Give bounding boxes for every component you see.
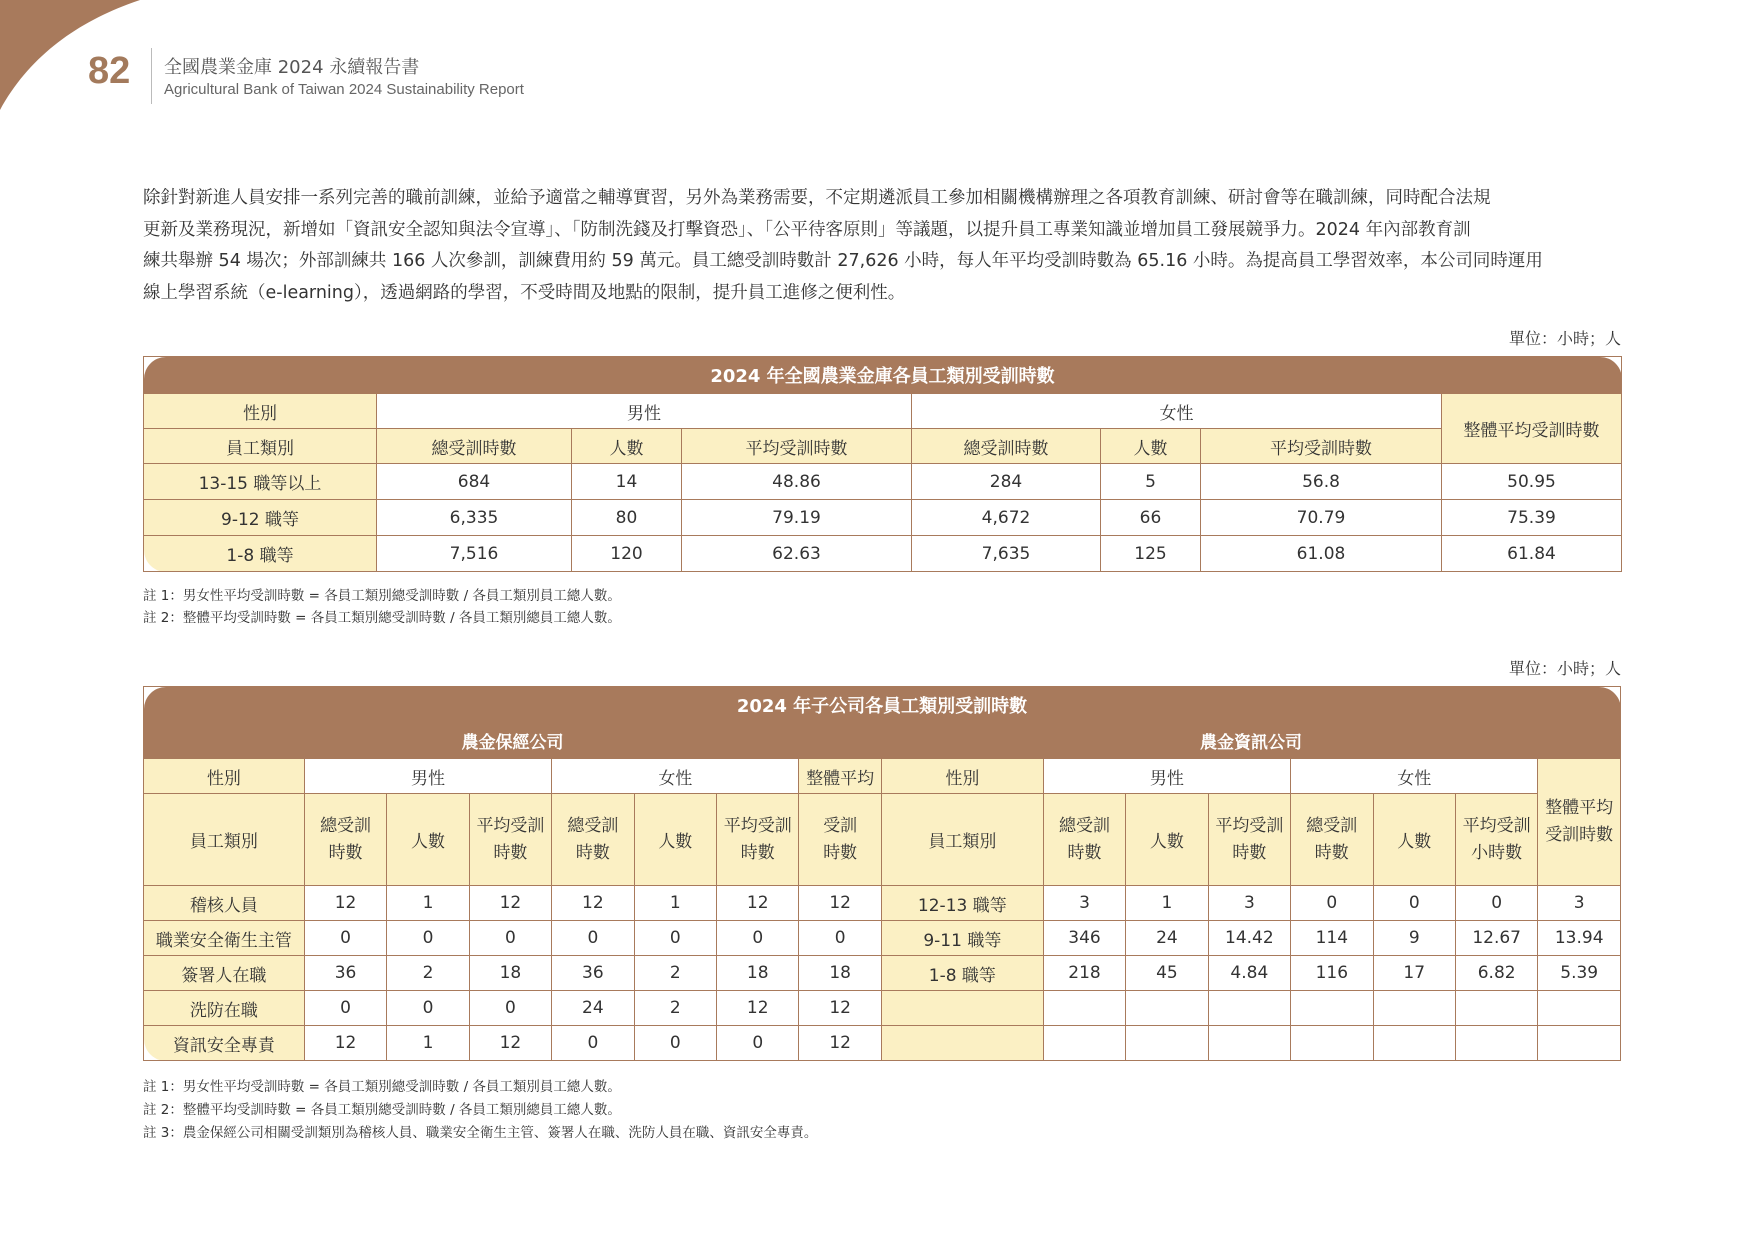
header-line: 整體平均	[1545, 798, 1614, 818]
cell: 3	[1043, 886, 1125, 921]
row-label: 13-15 職等以上	[144, 464, 377, 500]
cell: 12	[717, 991, 799, 1026]
cell: 0	[1455, 886, 1537, 921]
it-male-count-header: 人數	[1126, 794, 1208, 886]
intro-paragraph	[143, 183, 1623, 309]
row-label: 資訊安全專責	[144, 1026, 305, 1061]
cell: 61.08	[1201, 536, 1442, 572]
it-female-count-header: 人數	[1373, 794, 1455, 886]
cell: 6,335	[377, 500, 572, 536]
t1-male-count-header: 人數	[572, 429, 682, 464]
cell: 45	[1126, 956, 1208, 991]
header-line: 平均受訓	[1215, 815, 1284, 836]
cell: 80	[572, 500, 682, 536]
cell	[1043, 991, 1125, 1026]
it-gender-header: 性別	[881, 759, 1043, 794]
header-line: 平均受訓	[1462, 815, 1531, 836]
t1-overall-header: 整體平均受訓時數	[1442, 394, 1622, 464]
cell: 24	[552, 991, 634, 1026]
table1	[143, 356, 1621, 572]
table1-note-1: 註 1：男女性平均受訓時數 = 各員工類別總受訓時數 / 各員工類別員工總人數。	[143, 588, 621, 604]
cell: 4,672	[912, 500, 1101, 536]
table-row	[144, 886, 1621, 921]
table2-note-2: 註 2：整體平均受訓時數 = 各員工類別總受訓時數 / 各員工類別總員工總人數。	[143, 1102, 621, 1118]
table-row	[144, 1026, 1621, 1061]
it-company-header: 農金資訊公司	[881, 723, 1620, 759]
cell	[1043, 1026, 1125, 1061]
it-category-header: 員工類別	[881, 794, 1043, 886]
header-line: 受訓時數	[1545, 825, 1614, 845]
cell: 5.39	[1538, 956, 1621, 991]
row-label: 1-8 職等	[881, 956, 1043, 991]
row-label: 1-8 職等	[144, 536, 377, 572]
table-row	[144, 464, 1622, 500]
cell: 3	[1208, 886, 1290, 921]
ins-male-total-header	[304, 794, 386, 886]
cell	[1126, 991, 1208, 1026]
cell: 0	[469, 991, 551, 1026]
cell: 684	[377, 464, 572, 500]
ins-overall-header-2	[799, 794, 881, 886]
cell: 218	[1043, 956, 1125, 991]
cell	[1373, 991, 1455, 1026]
cell	[1373, 1026, 1455, 1061]
cell: 1	[387, 886, 469, 921]
header-line: 小時數	[1471, 842, 1523, 863]
cell: 114	[1291, 921, 1373, 956]
header-line: 時數	[1232, 842, 1267, 863]
row-label	[881, 991, 1043, 1026]
report-title-en: Agricultural Bank of Taiwan 2024 Sustainability Report	[164, 81, 524, 98]
cell: 24	[1126, 921, 1208, 956]
cell: 12	[799, 886, 881, 921]
header-line: 總受訓	[320, 815, 372, 836]
cell: 116	[1291, 956, 1373, 991]
header-line: 總受訓	[1306, 815, 1358, 836]
table2-unit: 單位：小時；人	[1508, 659, 1621, 678]
cell: 120	[572, 536, 682, 572]
header-line: 時數	[575, 842, 610, 863]
table2-note-1: 註 1：男女性平均受訓時數 = 各員工類別總受訓時數 / 各員工類別員工總人數。	[143, 1079, 621, 1095]
t1-gender-header: 性別	[144, 394, 377, 429]
ins-female-count-header: 人數	[634, 794, 716, 886]
cell	[1455, 991, 1537, 1026]
table-row	[144, 991, 1621, 1026]
header-line: 總受訓	[1058, 815, 1110, 836]
cell: 346	[1043, 921, 1125, 956]
ins-male-header: 男性	[304, 759, 551, 794]
cell: 2	[634, 956, 716, 991]
table-row	[144, 500, 1622, 536]
cell: 70.79	[1201, 500, 1442, 536]
cell: 0	[469, 921, 551, 956]
cell	[1208, 1026, 1290, 1061]
cell: 9	[1373, 921, 1455, 956]
cell: 36	[552, 956, 634, 991]
cell: 0	[1291, 886, 1373, 921]
t1-female-header: 女性	[912, 394, 1442, 429]
cell: 75.39	[1442, 500, 1622, 536]
row-label	[881, 1026, 1043, 1061]
cell: 0	[387, 991, 469, 1026]
cell: 79.19	[682, 500, 912, 536]
it-male-total-header	[1043, 794, 1125, 886]
t1-female-avg-header: 平均受訓時數	[1201, 429, 1442, 464]
header-line: 時數	[740, 842, 775, 863]
it-overall-header	[1538, 759, 1621, 886]
cell	[1208, 991, 1290, 1026]
cell: 1	[634, 886, 716, 921]
cell: 1	[387, 1026, 469, 1061]
cell: 12	[552, 886, 634, 921]
t1-male-avg-header: 平均受訓時數	[682, 429, 912, 464]
report-title-zh: 全國農業金庫 2024 永續報告書	[164, 57, 420, 78]
table2-note-3: 註 3：農金保經公司相關受訓類別為稽核人員、職業安全衛生主管、簽署人在職、洗防人員在職、資訊安全專責。	[143, 1125, 818, 1141]
cell: 14	[572, 464, 682, 500]
table-row	[144, 921, 1621, 956]
cell: 6.82	[1455, 956, 1537, 991]
it-female-avg-header	[1455, 794, 1537, 886]
header-line: 受訓	[823, 815, 858, 836]
cell: 284	[912, 464, 1101, 500]
header-line: 總受訓	[567, 815, 619, 836]
cell	[1538, 1026, 1621, 1061]
ins-female-avg-header	[717, 794, 799, 886]
cell: 0	[387, 921, 469, 956]
cell: 12	[799, 991, 881, 1026]
cell: 0	[717, 921, 799, 956]
cell	[1126, 1026, 1208, 1061]
row-label: 稽核人員	[144, 886, 305, 921]
ins-female-header: 女性	[552, 759, 799, 794]
cell: 36	[304, 956, 386, 991]
cell: 18	[717, 956, 799, 991]
header-line: 時數	[1314, 842, 1349, 863]
cell: 0	[304, 921, 386, 956]
cell: 12	[469, 1026, 551, 1061]
cell: 7,516	[377, 536, 572, 572]
ins-category-header: 員工類別	[144, 794, 305, 886]
cell: 12	[304, 886, 386, 921]
cell: 48.86	[682, 464, 912, 500]
ins-gender-header: 性別	[144, 759, 305, 794]
ins-female-total-header	[552, 794, 634, 886]
table1-note-2: 註 2：整體平均受訓時數 = 各員工類別總受訓時數 / 各員工類別總員工總人數。	[143, 610, 621, 626]
cell: 4.84	[1208, 956, 1290, 991]
row-label: 9-11 職等	[881, 921, 1043, 956]
cell: 62.63	[682, 536, 912, 572]
cell: 0	[1373, 886, 1455, 921]
cell: 0	[634, 921, 716, 956]
cell: 13.94	[1538, 921, 1621, 956]
cell	[1538, 991, 1621, 1026]
t1-category-header: 員工類別	[144, 429, 377, 464]
table-row	[144, 956, 1621, 991]
header-line: 平均受訓	[723, 815, 792, 836]
cell: 61.84	[1442, 536, 1622, 572]
intro-line: 練共舉辦 54 場次；外部訓練共 166 人次參訓，訓練費用約 59 萬元。員工總受訓時數計 27,626 小時，每人年平均受訓時數為 65.16 小時。為提高員工學習效率，本公司同時運用	[143, 251, 1543, 272]
it-male-header: 男性	[1043, 759, 1290, 794]
cell: 0	[552, 921, 634, 956]
cell: 18	[799, 956, 881, 991]
cell: 12	[304, 1026, 386, 1061]
cell	[1455, 1026, 1537, 1061]
row-label: 12-13 職等	[881, 886, 1043, 921]
it-female-header: 女性	[1291, 759, 1538, 794]
cell: 1	[1126, 886, 1208, 921]
cell: 12	[469, 886, 551, 921]
cell: 2	[387, 956, 469, 991]
header-line: 時數	[823, 842, 858, 863]
table2	[143, 686, 1621, 1061]
cell	[1291, 991, 1373, 1026]
cell: 3	[1538, 886, 1621, 921]
row-label: 職業安全衛生主管	[144, 921, 305, 956]
cell: 5	[1101, 464, 1201, 500]
cell: 50.95	[1442, 464, 1622, 500]
table1-unit: 單位：小時；人	[1508, 329, 1621, 348]
cell: 12.67	[1455, 921, 1537, 956]
t1-male-header: 男性	[377, 394, 912, 429]
cell: 66	[1101, 500, 1201, 536]
intro-line: 除針對新進人員安排一系列完善的職前訓練，並給予適當之輔導實習，另外為業務需要，不定期遴派員工參加相關機構辦理之各項教育訓練、研討會等在職訓練，同時配合法規	[143, 188, 1491, 208]
header-line: 時數	[328, 842, 363, 863]
cell: 0	[717, 1026, 799, 1061]
cell: 56.8	[1201, 464, 1442, 500]
table-row	[144, 536, 1622, 572]
header-divider	[151, 48, 152, 104]
ins-male-avg-header	[469, 794, 551, 886]
row-label: 洗防在職	[144, 991, 305, 1026]
row-label: 簽署人在職	[144, 956, 305, 991]
intro-line: 更新及業務現況，新增如「資訊安全認知與法令宣導」、「防制洗錢及打擊資恐」、「公平待客原則」等議題，以提升員工專業知識並增加員工發展競爭力。2024 年內部教育訓	[143, 219, 1471, 240]
it-female-total-header	[1291, 794, 1373, 886]
cell: 12	[717, 886, 799, 921]
cell	[1291, 1026, 1373, 1061]
header-line: 平均受訓	[476, 815, 545, 836]
intro-line: 線上學習系統（e-learning），透過網路的學習，不受時間及地點的限制，提升員工進修之便利性。	[143, 282, 906, 303]
t1-male-total-header: 總受訓時數	[377, 429, 572, 464]
insurance-company-header: 農金保經公司	[144, 723, 882, 759]
t1-female-count-header: 人數	[1101, 429, 1201, 464]
cell: 0	[304, 991, 386, 1026]
row-label: 9-12 職等	[144, 500, 377, 536]
cell: 12	[799, 1026, 881, 1061]
ins-overall-header: 整體平均	[799, 759, 881, 794]
cell: 14.42	[1208, 921, 1290, 956]
table1-title: 2024 年全國農業金庫各員工類別受訓時數	[144, 357, 1622, 394]
table2-title: 2024 年子公司各員工類別受訓時數	[144, 687, 1621, 723]
ins-male-count-header: 人數	[387, 794, 469, 886]
cell: 7,635	[912, 536, 1101, 572]
t1-female-total-header: 總受訓時數	[912, 429, 1101, 464]
cell: 18	[469, 956, 551, 991]
cell: 0	[634, 1026, 716, 1061]
it-male-avg-header	[1208, 794, 1290, 886]
header-line: 時數	[1067, 842, 1102, 863]
cell: 0	[799, 921, 881, 956]
cell: 0	[552, 1026, 634, 1061]
cell: 17	[1373, 956, 1455, 991]
header-line: 時數	[493, 842, 528, 863]
cell: 125	[1101, 536, 1201, 572]
cell: 2	[634, 991, 716, 1026]
page-number: 82	[88, 50, 131, 92]
